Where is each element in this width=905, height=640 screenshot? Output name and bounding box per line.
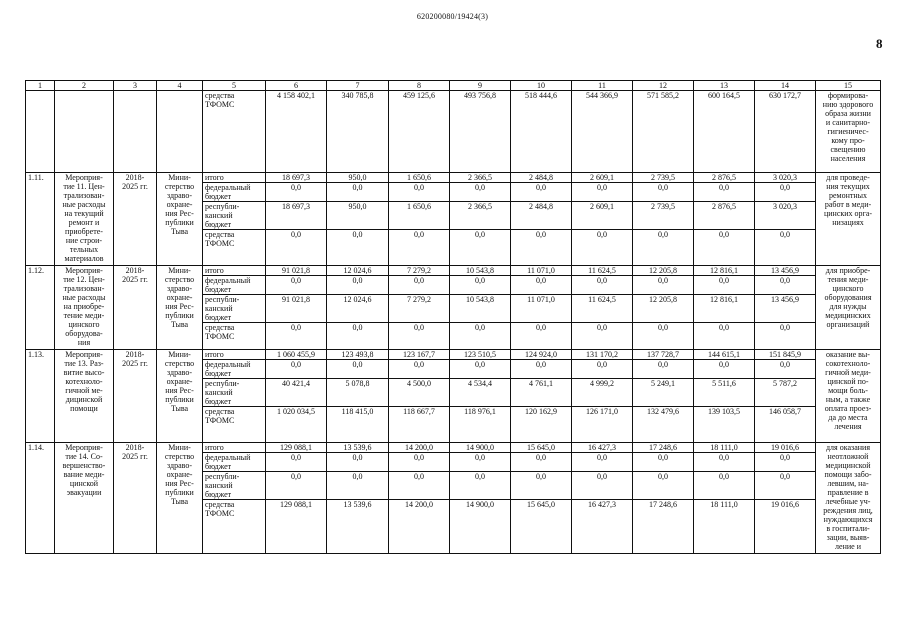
amount-year: 0,0 [511, 230, 572, 266]
activity-number: 1.12. [26, 266, 55, 350]
amount-total: 1 060 455,9 [266, 350, 327, 360]
amount-year: 0,0 [633, 276, 694, 295]
amount-year: 0,0 [572, 360, 633, 379]
amount-year: 4 999,2 [572, 379, 633, 407]
amount-year: 630 172,7 [755, 91, 816, 173]
amount-year: 0,0 [450, 360, 511, 379]
amount-year: 0,0 [450, 323, 511, 350]
amount-year: 14 200,0 [389, 443, 450, 453]
amount-total: 129 088,1 [266, 500, 327, 554]
amount-year: 123 167,7 [389, 350, 450, 360]
amount-year: 13 456,9 [755, 266, 816, 276]
amount-year: 11 071,0 [511, 266, 572, 276]
amount-year: 2 484,8 [511, 173, 572, 183]
expected-result: для приобре- тения меди- цинского оборудования для нужды медицинских организаций [816, 266, 881, 350]
amount-year: 0,0 [450, 230, 511, 266]
activity-name: Мероприя- тие 14. Со- вершенство- вание меди- цинской эвакуации [55, 443, 114, 554]
amount-year: 0,0 [572, 323, 633, 350]
amount-year: 12 024,6 [327, 295, 389, 323]
amount-year: 0,0 [511, 276, 572, 295]
amount-year: 2 366,5 [450, 173, 511, 183]
activity-period: 2018- 2025 гг. [114, 350, 157, 443]
amount-year: 0,0 [694, 276, 755, 295]
funding-source: средства ТФОМС [203, 230, 266, 266]
amount-year: 118 976,1 [450, 407, 511, 443]
amount-year: 12 816,1 [694, 266, 755, 276]
amount-year: 16 427,3 [572, 500, 633, 554]
expected-result: формирова- нию здорового образа жизни и санитарно- гигиеничес- кому про- свещению населения [816, 91, 881, 173]
funding-source: федеральный бюджет [203, 453, 266, 472]
amount-year: 7 279,2 [389, 266, 450, 276]
funding-source: итого [203, 350, 266, 360]
amount-year: 0,0 [327, 472, 389, 500]
column-header: 9 [450, 81, 511, 91]
amount-year: 0,0 [327, 360, 389, 379]
amount-year: 0,0 [389, 230, 450, 266]
funding-source: республи- канский бюджет [203, 379, 266, 407]
amount-year: 0,0 [572, 276, 633, 295]
amount-year: 0,0 [327, 230, 389, 266]
amount-year: 0,0 [450, 183, 511, 202]
amount-year: 0,0 [755, 183, 816, 202]
amount-year: 2 739,5 [633, 202, 694, 230]
amount-total: 0,0 [266, 453, 327, 472]
funding-source: средства ТФОМС [203, 91, 266, 173]
amount-total: 18 697,3 [266, 202, 327, 230]
funding-source: итого [203, 443, 266, 453]
header-row [26, 81, 881, 91]
column-header: 14 [755, 81, 816, 91]
amount-year: 0,0 [389, 183, 450, 202]
amount-year: 17 248,6 [633, 500, 694, 554]
amount-year: 14 900,0 [450, 443, 511, 453]
amount-year: 139 103,5 [694, 407, 755, 443]
amount-year: 0,0 [633, 360, 694, 379]
amount-year: 12 024,6 [327, 266, 389, 276]
activity-row [26, 443, 881, 453]
amount-year: 571 585,2 [633, 91, 694, 173]
amount-year: 10 543,8 [450, 266, 511, 276]
funding-source: средства ТФОМС [203, 500, 266, 554]
amount-total: 40 421,4 [266, 379, 327, 407]
amount-year: 0,0 [511, 453, 572, 472]
activity-period: 2018- 2025 гг. [114, 443, 157, 554]
amount-year: 123 493,8 [327, 350, 389, 360]
column-header: 8 [389, 81, 450, 91]
amount-year: 0,0 [511, 472, 572, 500]
amount-year: 15 645,0 [511, 443, 572, 453]
budget-table [25, 80, 881, 554]
column-header: 1 [26, 81, 55, 91]
amount-year: 13 539,6 [327, 443, 389, 453]
activity-row [26, 266, 881, 276]
amount-year: 0,0 [694, 360, 755, 379]
amount-year: 120 162,9 [511, 407, 572, 443]
amount-total: 18 697,3 [266, 173, 327, 183]
amount-year: 3 020,3 [755, 202, 816, 230]
amount-year: 2 609,1 [572, 173, 633, 183]
amount-year: 137 728,7 [633, 350, 694, 360]
funding-source: итого [203, 173, 266, 183]
amount-year: 0,0 [511, 183, 572, 202]
amount-year: 0,0 [327, 276, 389, 295]
amount-year: 14 200,0 [389, 500, 450, 554]
amount-year: 0,0 [755, 323, 816, 350]
column-header: 6 [266, 81, 327, 91]
amount-year: 11 624,5 [572, 266, 633, 276]
amount-year: 19 016,6 [755, 500, 816, 554]
amount-year: 2 876,5 [694, 173, 755, 183]
amount-year: 0,0 [694, 323, 755, 350]
column-header: 12 [633, 81, 694, 91]
amount-year: 0,0 [572, 472, 633, 500]
column-header: 5 [203, 81, 266, 91]
funding-source: республи- канский бюджет [203, 202, 266, 230]
amount-year: 493 756,8 [450, 91, 511, 173]
activity-number: 1.14. [26, 443, 55, 554]
amount-year: 0,0 [327, 453, 389, 472]
amount-year: 13 456,9 [755, 295, 816, 323]
funding-source: республи- канский бюджет [203, 472, 266, 500]
column-header: 3 [114, 81, 157, 91]
amount-total: 91 021,8 [266, 295, 327, 323]
amount-year: 118 415,0 [327, 407, 389, 443]
amount-year: 2 609,1 [572, 202, 633, 230]
amount-year: 0,0 [572, 453, 633, 472]
amount-year: 144 615,1 [694, 350, 755, 360]
activity-row [26, 350, 881, 360]
column-header: 11 [572, 81, 633, 91]
funding-source: федеральный бюджет [203, 276, 266, 295]
activity-name: Мероприя- тие 11. Цен- трализован- ные расходы на текущий ремонт и приобрете- ние строи- тельных материалов [55, 173, 114, 266]
amount-total: 91 021,8 [266, 266, 327, 276]
activity-number: 1.11. [26, 173, 55, 266]
amount-year: 2 876,5 [694, 202, 755, 230]
amount-year: 0,0 [327, 183, 389, 202]
column-header: 2 [55, 81, 114, 91]
activity-period: 2018- 2025 гг. [114, 266, 157, 350]
amount-year: 0,0 [389, 323, 450, 350]
amount-year: 0,0 [755, 472, 816, 500]
amount-total: 0,0 [266, 276, 327, 295]
amount-total: 0,0 [266, 360, 327, 379]
amount-year: 5 787,2 [755, 379, 816, 407]
amount-year: 146 058,7 [755, 407, 816, 443]
column-header: 7 [327, 81, 389, 91]
amount-year: 2 484,8 [511, 202, 572, 230]
activity-name: Мероприя- тие 13. Раз- витие высо- котехноло- гичной ме- дицинской помощи [55, 350, 114, 443]
amount-year: 0,0 [572, 183, 633, 202]
expected-result: оказание вы- сокотехноло- гичной меди- цинской по- мощи боль- ным, а также оплата проез- да до места лечения [816, 350, 881, 443]
amount-year: 12 205,8 [633, 295, 694, 323]
amount-year: 0,0 [327, 323, 389, 350]
amount-year: 459 125,6 [389, 91, 450, 173]
continuation-row [26, 91, 881, 173]
page-number: 8 [876, 36, 883, 51]
amount-total: 1 020 034,5 [266, 407, 327, 443]
amount-year: 13 539,6 [327, 500, 389, 554]
amount-year: 0,0 [572, 230, 633, 266]
amount-year: 0,0 [511, 360, 572, 379]
amount-year: 0,0 [755, 360, 816, 379]
funding-source: средства ТФОМС [203, 323, 266, 350]
amount-year: 126 171,0 [572, 407, 633, 443]
amount-year: 118 667,7 [389, 407, 450, 443]
amount-year: 132 479,6 [633, 407, 694, 443]
amount-year: 151 845,9 [755, 350, 816, 360]
funding-source: средства ТФОМС [203, 407, 266, 443]
funding-source: федеральный бюджет [203, 183, 266, 202]
amount-year: 0,0 [389, 276, 450, 295]
amount-year: 15 645,0 [511, 500, 572, 554]
amount-year: 600 164,5 [694, 91, 755, 173]
empty-cell [55, 91, 114, 173]
amount-year: 11 071,0 [511, 295, 572, 323]
activity-name: Мероприя- тие 12. Цен- трализован- ные расходы на приобре- тение меди- цинского оборудова- ния [55, 266, 114, 350]
document-id: 620200080/19424(3) [416, 12, 489, 21]
amount-year: 4 534,4 [450, 379, 511, 407]
activity-period: 2018- 2025 гг. [114, 173, 157, 266]
amount-year: 10 543,8 [450, 295, 511, 323]
amount-year: 950,0 [327, 202, 389, 230]
amount-year: 131 170,2 [572, 350, 633, 360]
activity-executor: Мини- стерство здраво- охране- ния Рес- публики Тыва [157, 266, 203, 350]
activity-row [26, 173, 881, 183]
amount-year: 5 249,1 [633, 379, 694, 407]
expected-result: для проведе- ния текущих ремонтных работ в меди- цинских орга- низациях [816, 173, 881, 266]
empty-cell [114, 91, 157, 173]
amount-year: 12 205,8 [633, 266, 694, 276]
amount-year: 4 500,0 [389, 379, 450, 407]
funding-source: республи- канский бюджет [203, 295, 266, 323]
amount-year: 14 900,0 [450, 500, 511, 554]
amount-year: 5 078,8 [327, 379, 389, 407]
amount-year: 1 650,6 [389, 173, 450, 183]
activity-executor: Мини- стерство здраво- охране- ния Рес- публики Тыва [157, 443, 203, 554]
activity-executor: Мини- стерство здраво- охране- ния Рес- публики Тыва [157, 173, 203, 266]
empty-cell [26, 91, 55, 173]
amount-year: 4 761,1 [511, 379, 572, 407]
amount-year: 0,0 [755, 453, 816, 472]
amount-year: 0,0 [694, 183, 755, 202]
amount-year: 18 111,0 [694, 500, 755, 554]
amount-year: 3 020,3 [755, 173, 816, 183]
amount-year: 0,0 [389, 472, 450, 500]
column-header: 10 [511, 81, 572, 91]
funding-source: федеральный бюджет [203, 360, 266, 379]
amount-year: 0,0 [755, 276, 816, 295]
amount-year: 0,0 [450, 453, 511, 472]
amount-year: 19 016,6 [755, 443, 816, 453]
amount-year: 0,0 [694, 453, 755, 472]
expected-result: для оказания неотложной медицинской помощи забо- левшим, на- правление в лечебные уч- реждения лиц, нуждающихся в госпитали- зации, выяв- ление и [816, 443, 881, 554]
amount-year: 2 366,5 [450, 202, 511, 230]
amount-year: 18 111,0 [694, 443, 755, 453]
amount-total: 0,0 [266, 472, 327, 500]
amount-year: 0,0 [633, 453, 694, 472]
amount-year: 0,0 [633, 323, 694, 350]
amount-year: 0,0 [450, 472, 511, 500]
column-header: 15 [816, 81, 881, 91]
amount-total: 4 158 402,1 [266, 91, 327, 173]
amount-year: 950,0 [327, 173, 389, 183]
amount-year: 0,0 [755, 230, 816, 266]
amount-year: 340 785,8 [327, 91, 389, 173]
amount-year: 0,0 [633, 472, 694, 500]
amount-total: 0,0 [266, 183, 327, 202]
amount-year: 0,0 [389, 360, 450, 379]
amount-year: 544 366,9 [572, 91, 633, 173]
activity-number: 1.13. [26, 350, 55, 443]
amount-year: 123 510,5 [450, 350, 511, 360]
amount-year: 7 279,2 [389, 295, 450, 323]
amount-year: 11 624,5 [572, 295, 633, 323]
amount-year: 16 427,3 [572, 443, 633, 453]
activity-executor: Мини- стерство здраво- охране- ния Рес- публики Тыва [157, 350, 203, 443]
amount-year: 0,0 [633, 183, 694, 202]
column-header: 4 [157, 81, 203, 91]
amount-year: 2 739,5 [633, 173, 694, 183]
amount-year: 124 924,0 [511, 350, 572, 360]
amount-year: 5 511,6 [694, 379, 755, 407]
amount-year: 0,0 [694, 230, 755, 266]
amount-year: 0,0 [511, 323, 572, 350]
funding-source: итого [203, 266, 266, 276]
amount-year: 0,0 [389, 453, 450, 472]
amount-year: 17 248,6 [633, 443, 694, 453]
column-header: 13 [694, 81, 755, 91]
amount-year: 1 650,6 [389, 202, 450, 230]
amount-year: 518 444,6 [511, 91, 572, 173]
empty-cell [157, 91, 203, 173]
amount-year: 0,0 [633, 230, 694, 266]
amount-total: 0,0 [266, 323, 327, 350]
amount-year: 0,0 [450, 276, 511, 295]
amount-total: 129 088,1 [266, 443, 327, 453]
amount-year: 12 816,1 [694, 295, 755, 323]
amount-total: 0,0 [266, 230, 327, 266]
amount-year: 0,0 [694, 472, 755, 500]
